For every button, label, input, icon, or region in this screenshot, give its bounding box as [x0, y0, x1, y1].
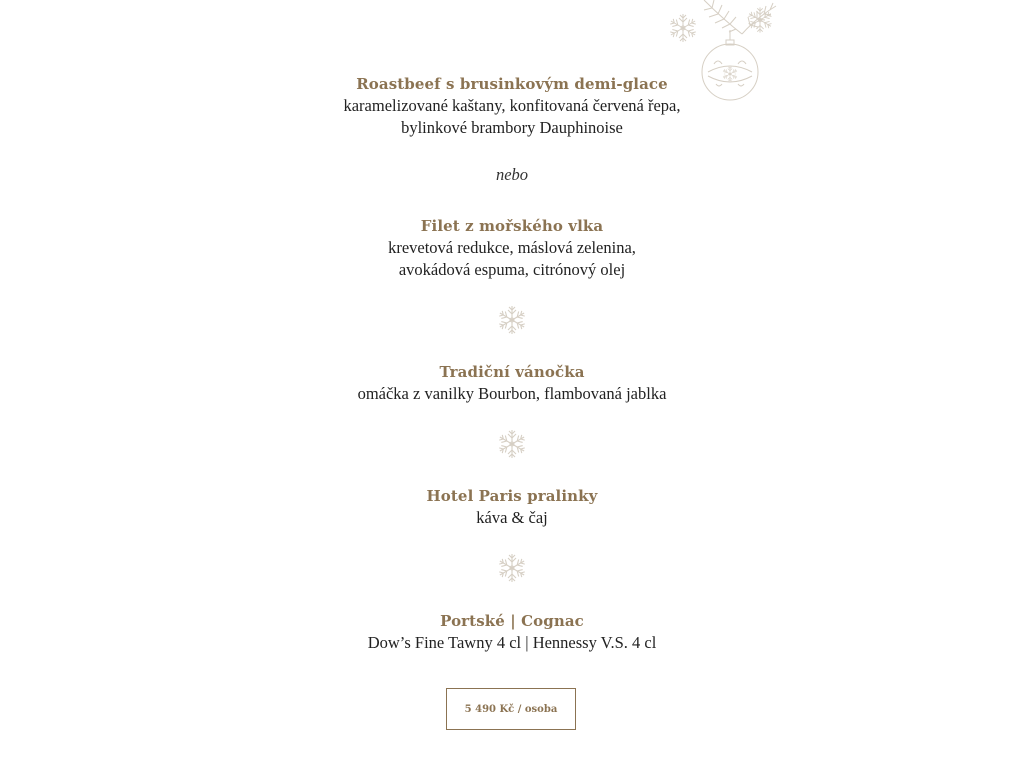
dish-description-line: káva & čaj [476, 508, 548, 527]
price-badge [446, 688, 576, 730]
dish-description-line: Dow’s Fine Tawny 4 cl | Hennessy V.S. 4 cl [367, 633, 657, 652]
dish-title: Hotel Paris pralinky [426, 487, 598, 505]
course-main-roastbeef [0, 73, 1024, 139]
snowflake-icon [496, 303, 528, 337]
course-pralines [0, 485, 1024, 529]
course-main-seabass [0, 215, 1024, 281]
dish-title: Filet z mořského vlka [420, 217, 604, 235]
course-digestif [0, 610, 1024, 654]
dish-title: Roastbeef s brusinkovým demi-glace [356, 75, 668, 93]
dish-description-line: omáčka z vanilky Bourbon, flambovaná jablka [357, 384, 667, 403]
dish-title: Portské | Cognac [440, 612, 584, 630]
dish-description-line: krevetová redukce, máslová zelenina, [388, 238, 636, 257]
price-label: 5 490 Kč / osoba [464, 703, 558, 715]
alternative-separator: nebo [495, 165, 529, 184]
dish-title: Tradiční vánočka [439, 363, 585, 381]
snowflake-icon [496, 427, 528, 461]
course-dessert [0, 361, 1024, 405]
dish-description-line: karamelizované kaštany, konfitovaná červená řepa, [343, 96, 681, 115]
snowflake-icon [496, 551, 528, 585]
dish-description-line: avokádová espuma, citrónový olej [398, 260, 626, 279]
dish-description-line: bylinkové brambory Dauphinoise [401, 118, 623, 137]
